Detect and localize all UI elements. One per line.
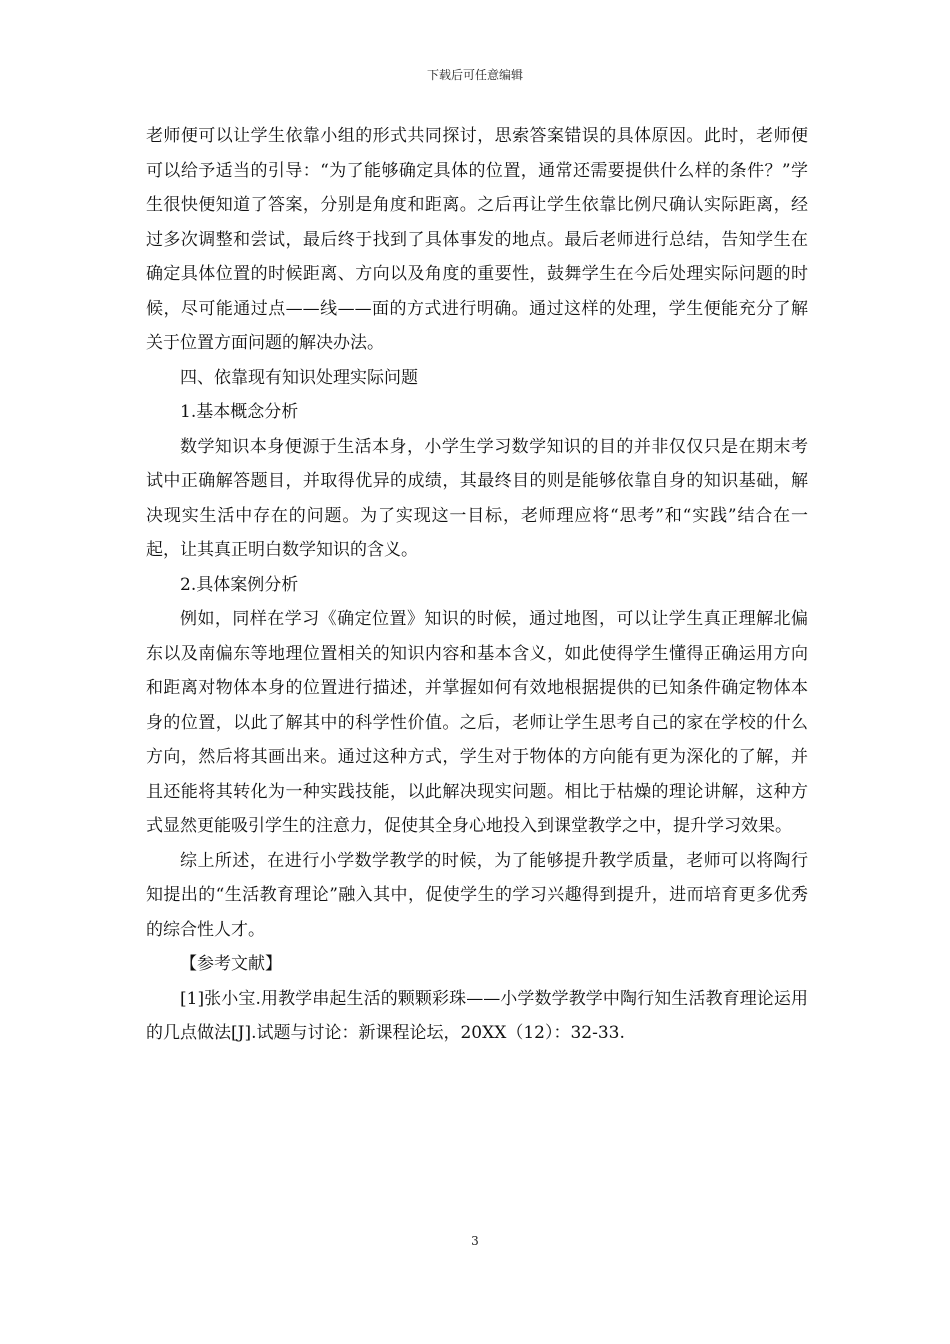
page-header: 下载后可任意编辑 [426, 68, 523, 82]
subsection-heading: 2.具体案例分析 [180, 574, 299, 595]
section-heading: 四、依靠现有知识处理实际问题 [180, 367, 418, 388]
conclusion-paragraph: 综上所述，在进行小学数学教学的时候，为了能够提升教学质量，老师可以将陶行知提出的“生活教育理论”融入其中，促使学生的学习兴趣得到提升，进而培育更多优秀的综合性人才。 [146, 850, 808, 940]
reference-item: [1]张小宝.用教学串起生活的颗颗彩珠——小学数学教学中陶行知生活教育理论运用的几点做法[J].试题与讨论：新课程论坛，20XX（12）：32-33. [146, 988, 808, 1043]
body-paragraph: 例如，同样在学习《确定位置》知识的时候，通过地图，可以让学生真正理解北偏东以及南偏东等地理位置相关的知识内容和基本含义，如此使得学生懂得正确运用方向和距离对物体本身的位置进行描述，并掌握如何有效地根据提供的已知条件确定物体本身的位置，以此了解其中的科学性价值。之后，老师让学生思考自己的家在学校的什么方向，然后将其画出来。通过这种方式，学生对于物体的方向能有更为深化的了解，并且还能将其转化为一种实践技能，以此解决现实问题。相比于枯燥的理论讲解，这种方式显然更能吸引学生的注意力，促使其全身心地投入到课堂教学之中，提升学习效果。 [146, 609, 808, 836]
subsection-heading: 1.基本概念分析 [180, 402, 299, 422]
body-paragraph: 老师便可以让学生依靠小组的形式共同探讨，思索答案错误的具体原因。此时，老师便可以给予适当的引导：“为了能够确定具体的位置，通常还需要提供什么样的条件？”学生很快便知道了答案，分别是角度和距离。之后再让学生依靠比例尺确认实际距离，经过多次调整和尝试，最后终于找到了具体事发的地点。最后老师进行总结，告知学生在确定具体位置的时候距离、方向以及角度的重要性，鼓舞学生在今后处理实际问题的时候，尽可能通过点——线——面的方式进行明确。通过这样的处理，学生便能充分了解关于位置方面问题的解决办法。 [146, 126, 808, 353]
body-paragraph: 数学知识本身便源于生活本身，小学生学习数学知识的目的并非仅仅只是在期末考试中正确解答题目，并取得优异的成绩，其最终目的则是能够依靠自身的知识基础，解决现实生活中存在的问题。为了实现这一目标，老师理应将“思考”和“实践”结合在一起，让其真正明白数学知识的含义。 [146, 436, 808, 560]
references-heading: 【参考文献】 [180, 954, 282, 974]
page-number: 3 [471, 1234, 479, 1248]
document-body [146, 119, 808, 1051]
